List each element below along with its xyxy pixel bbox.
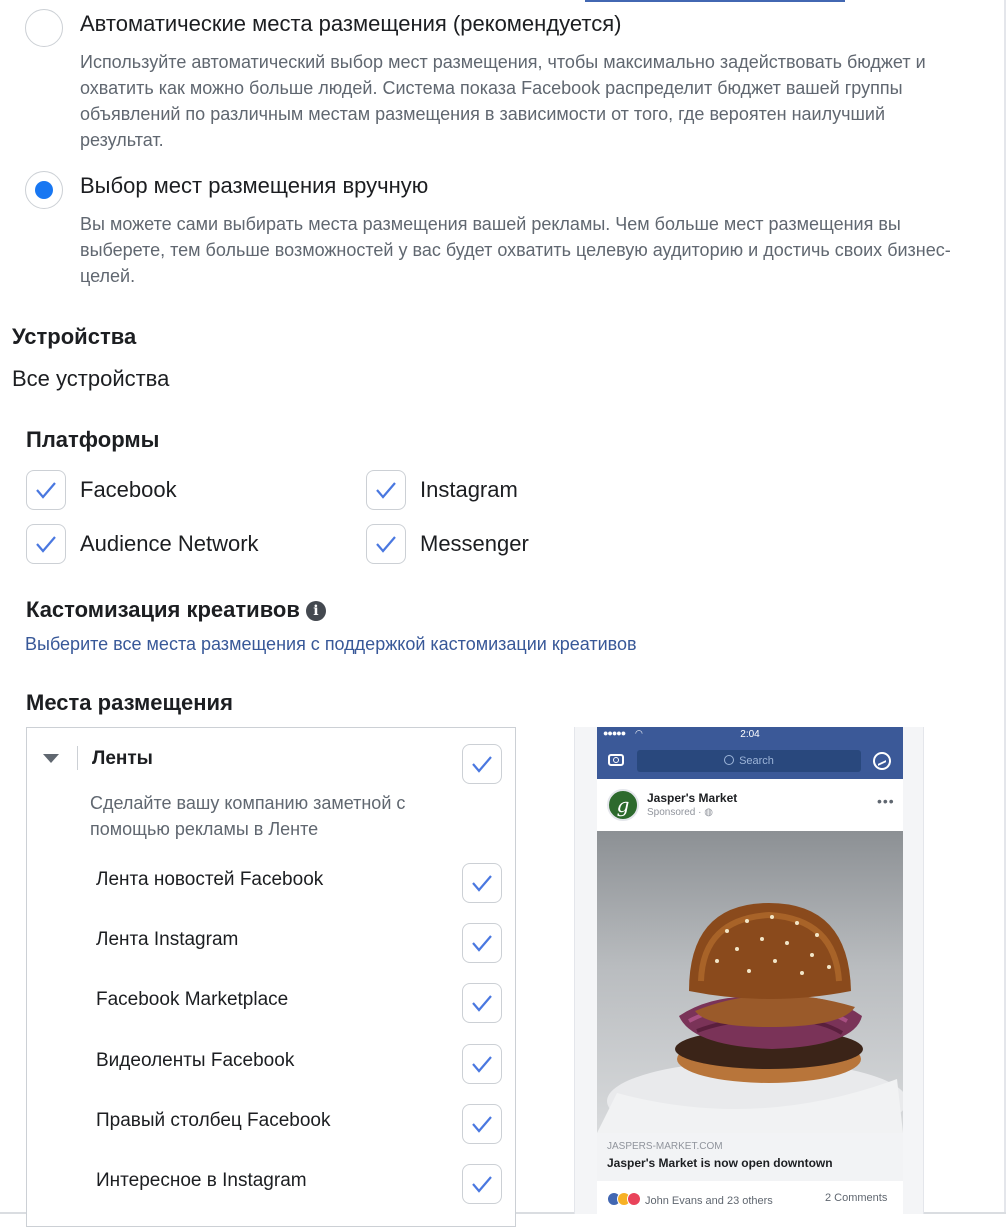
- checkbox-platform-instagram[interactable]: [366, 470, 406, 510]
- more-options-icon: •••: [877, 793, 895, 809]
- check-icon: [373, 531, 399, 557]
- burger-illustration: [597, 831, 903, 1133]
- placement-label-facebook-video-feeds: Видеоленты Facebook: [96, 1050, 295, 1071]
- search-placeholder: Search: [739, 755, 774, 767]
- radio-automatic-title: Автоматические места размещения (рекомендуется): [80, 11, 622, 36]
- checkbox-instagram-explore[interactable]: [462, 1164, 502, 1204]
- creative-customization-title: Кастомизация креативов: [26, 597, 300, 622]
- feeds-group-description: Сделайте вашу компанию заметной с помощью рекламы в Ленте: [90, 793, 406, 839]
- separator: [77, 746, 78, 770]
- feeds-group-title: Ленты: [92, 748, 153, 769]
- platforms-heading: Платформы: [26, 427, 160, 452]
- radio-manual-description: Вы можете сами выбирать места размещения вашей рекламы. Чем больше мест размещения вы выберете, тем больше возможностей у вас будет охватить целевую аудиторию и достичь своих бизнес-целей.: [80, 214, 951, 286]
- phone-status-bar: [597, 727, 903, 743]
- placements-heading: Места размещения: [26, 690, 233, 715]
- globe-icon: ◍: [704, 807, 713, 818]
- facebook-nav-bar: [597, 743, 903, 779]
- top-accent-line: [585, 0, 845, 2]
- checkbox-facebook-video-feeds[interactable]: [462, 1044, 502, 1084]
- checkbox-platform-audience-network[interactable]: [26, 524, 66, 564]
- radio-button-automatic[interactable]: [25, 9, 63, 47]
- placement-label-instagram-explore: Интересное в Instagram: [96, 1170, 307, 1191]
- ad-image-burger: [597, 831, 903, 1133]
- signal-icon: ●●●●●: [603, 728, 626, 738]
- ad-headline: Jasper's Market is now open downtown: [607, 1156, 833, 1170]
- devices-dropdown[interactable]: Все устройства: [12, 366, 170, 391]
- platform-label-audience-network: Audience Network: [80, 531, 259, 556]
- preview-search-box: [637, 750, 861, 772]
- checkbox-facebook-marketplace[interactable]: [462, 983, 502, 1023]
- creative-customization-link[interactable]: Выберите все места размещения с поддержкой кастомизации креативов: [25, 634, 637, 654]
- platform-label-messenger: Messenger: [420, 531, 529, 556]
- search-icon: [724, 755, 734, 765]
- placement-label-facebook-news-feed: Лента новостей Facebook: [96, 869, 324, 890]
- checkbox-feeds-group[interactable]: [462, 744, 502, 784]
- reactions-text: John Evans and 23 others: [645, 1195, 773, 1207]
- checkbox-instagram-feed[interactable]: [462, 923, 502, 963]
- check-icon: [469, 751, 495, 777]
- ad-link-area: [597, 1133, 903, 1181]
- placements-panel: [26, 727, 516, 1227]
- sponsored-label: [647, 807, 713, 818]
- creative-customization-heading: [26, 597, 326, 623]
- placement-label-facebook-right-column: Правый столбец Facebook: [96, 1110, 331, 1131]
- check-icon: [469, 990, 495, 1016]
- check-icon: [469, 1171, 495, 1197]
- check-icon: [469, 1051, 495, 1077]
- reactions-summary: [607, 1192, 773, 1207]
- placement-label-facebook-marketplace: Facebook Marketplace: [96, 989, 289, 1010]
- check-icon: [373, 477, 399, 503]
- checkbox-facebook-right-column[interactable]: [462, 1104, 502, 1144]
- platform-label-facebook: Facebook: [80, 477, 177, 502]
- camera-icon: [608, 754, 624, 766]
- check-icon: [33, 477, 59, 503]
- advertiser-name: Jasper's Market: [647, 791, 738, 805]
- love-reaction-icon: [627, 1192, 641, 1206]
- platform-label-instagram: Instagram: [420, 477, 518, 502]
- ad-card: [597, 779, 903, 1214]
- collapse-caret-icon[interactable]: [43, 754, 59, 763]
- info-icon[interactable]: i: [306, 601, 326, 621]
- ad-preview-phone: [574, 727, 924, 1214]
- ad-domain: JASPERS-MARKET.COM: [607, 1141, 723, 1152]
- check-icon: [469, 930, 495, 956]
- radio-manual-title: Выбор мест размещения вручную: [80, 173, 429, 198]
- devices-heading: Устройства: [12, 324, 137, 349]
- radio-automatic-description: Используйте автоматический выбор мест размещения, чтобы максимально задействовать бюджет и охватить как можно больше людей. Система показа Facebook распределит бюджет вашей группы объявлений по различным местам размещения в зависимости от того, где вероятен наилучший результат.: [80, 52, 926, 150]
- advertiser-logo: g: [607, 789, 639, 821]
- check-icon: [33, 531, 59, 557]
- sponsored-text: Sponsored ·: [647, 807, 705, 818]
- check-icon: [469, 870, 495, 896]
- checkbox-platform-facebook[interactable]: [26, 470, 66, 510]
- checkbox-facebook-news-feed[interactable]: [462, 863, 502, 903]
- wifi-icon: ◠: [635, 728, 643, 738]
- checkbox-platform-messenger[interactable]: [366, 524, 406, 564]
- check-icon: [469, 1111, 495, 1137]
- comments-count: 2 Comments: [825, 1192, 888, 1204]
- radio-button-manual[interactable]: [25, 171, 63, 209]
- status-time: 2:04: [740, 729, 760, 740]
- placement-label-instagram-feed: Лента Instagram: [96, 929, 239, 950]
- ad-preview-screen: [597, 727, 903, 1214]
- messenger-icon: [873, 752, 891, 770]
